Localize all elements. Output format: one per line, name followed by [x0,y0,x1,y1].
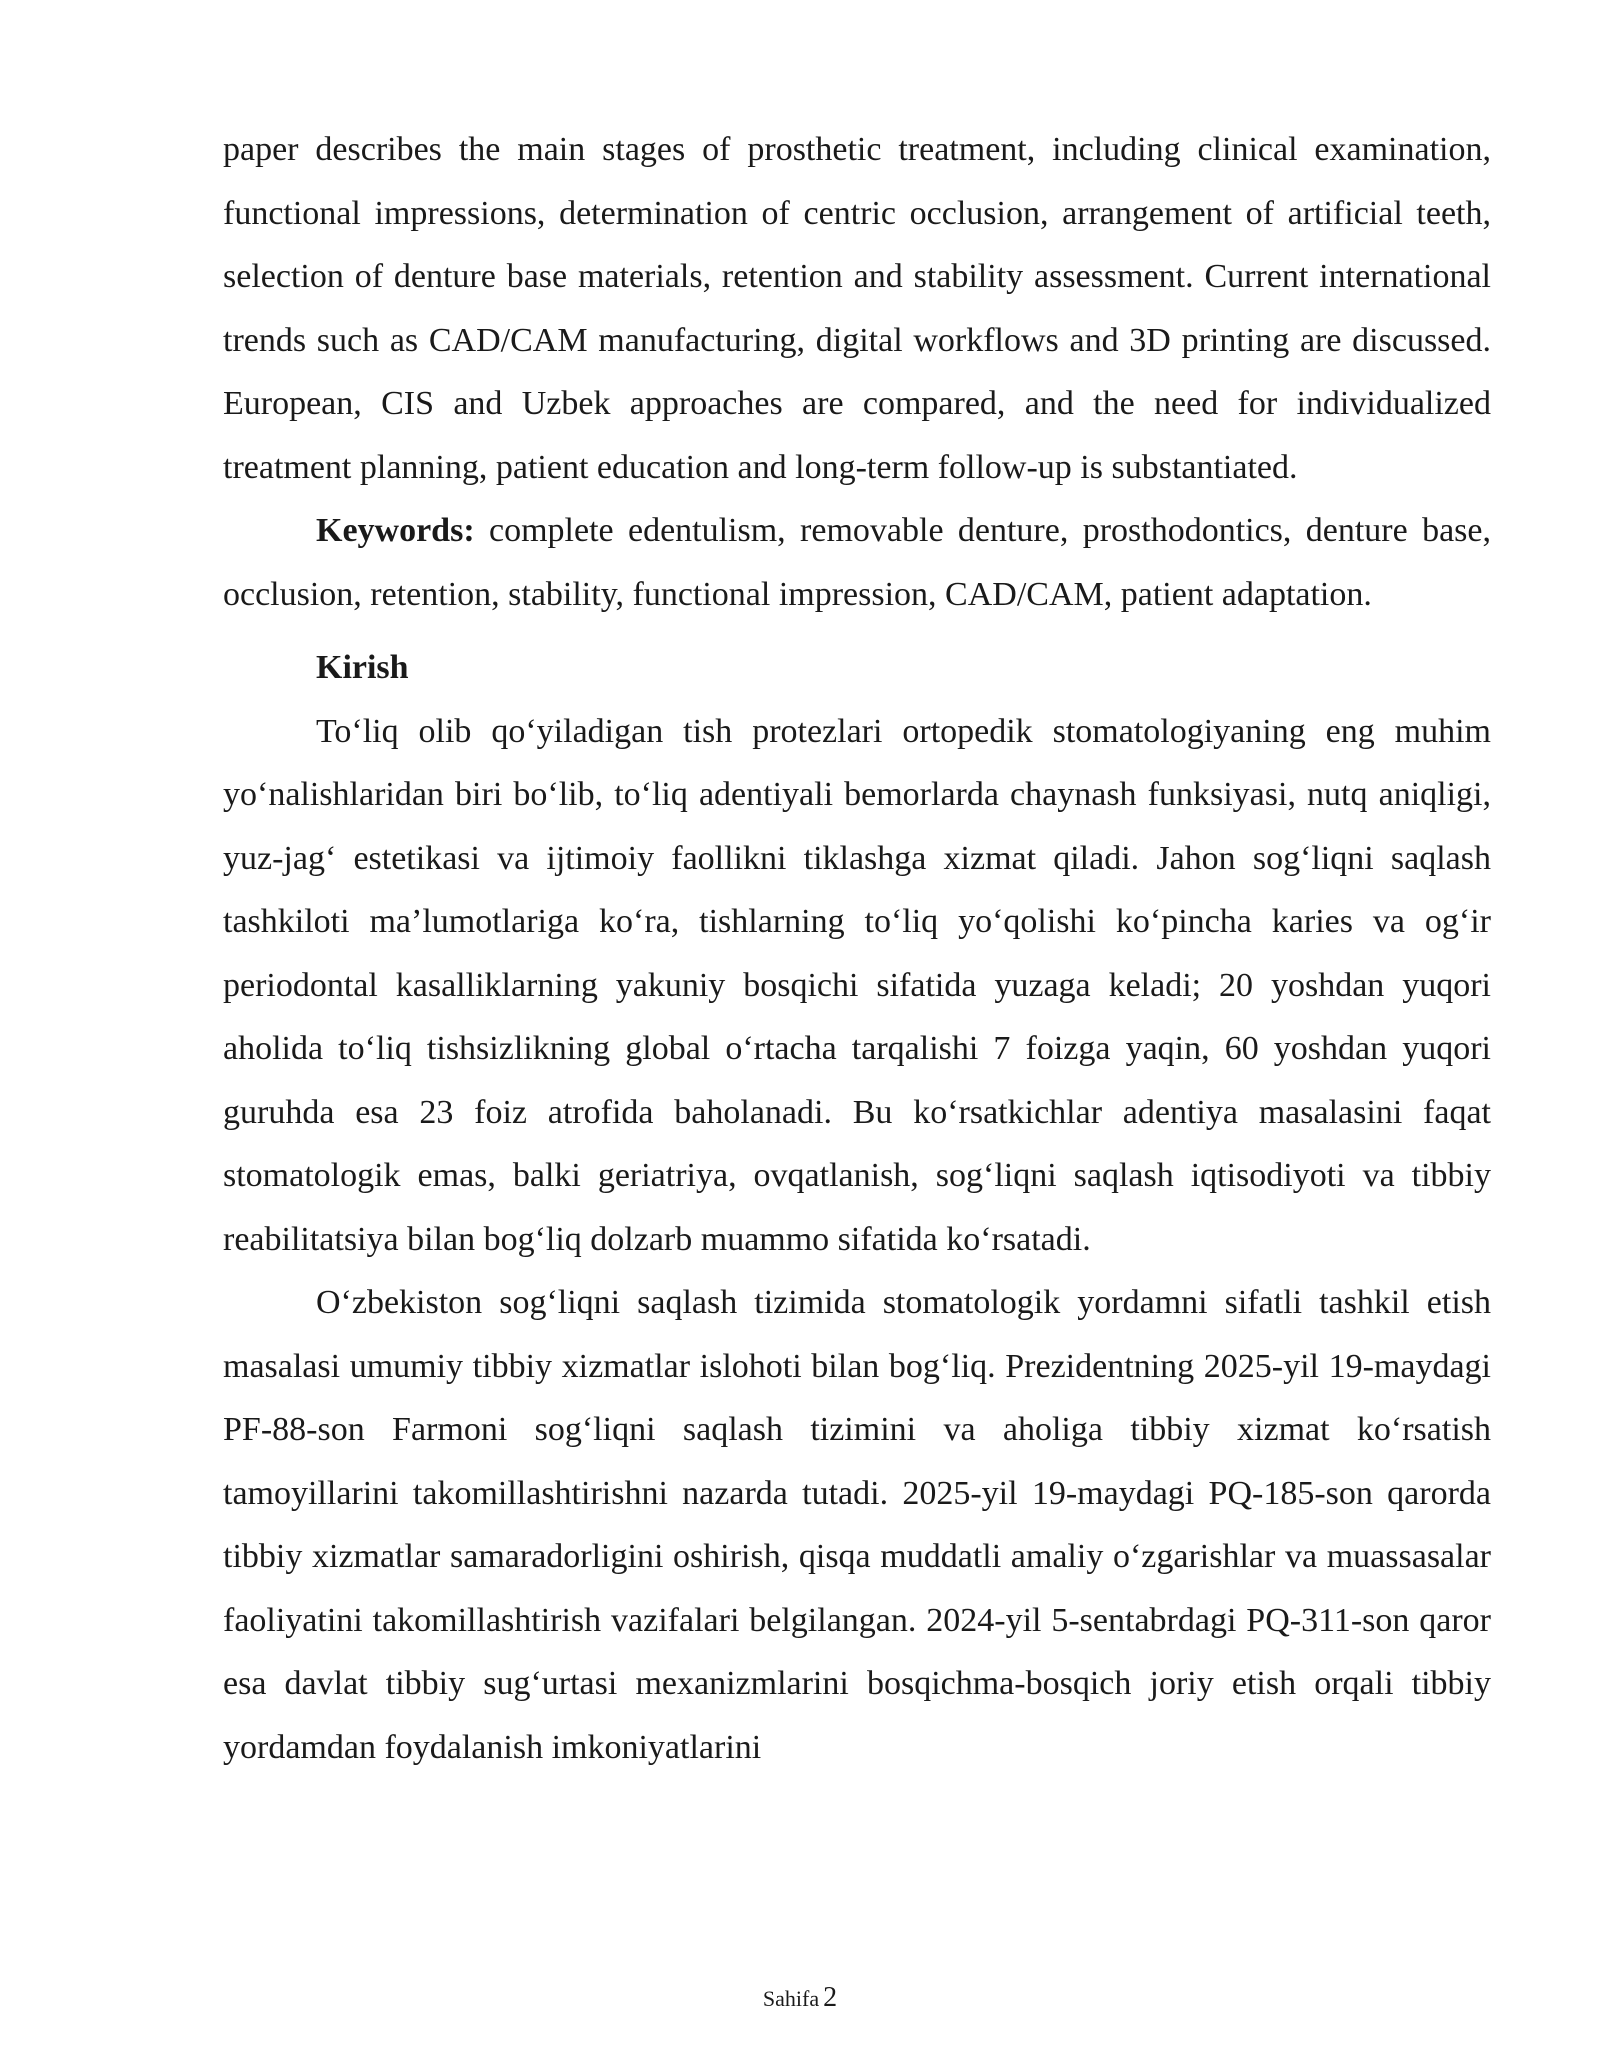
abstract-paragraph: paper describes the main stages of prosthetic treatment, including clinical examination, functional impressions, determination of centric occlusion, arrangement of artificial teeth, selection of denture base materials, retention and stability assessment. Current international trends such as CAD/CAM manufacturing, digital workflows and 3D printing are discussed. European, CIS and Uzbek approaches are compared, and the need for individualized treatment planning, patient education and long-term follow-up is substantiated. [223,131,1491,486]
section-heading: Kirish [316,649,409,686]
footer-label: Sahifa [762,1986,820,2011]
body-paragraph-1: To‘liq olib qo‘yiladigan tish protezlari ortopedik stomatologiyaning eng muhim yo‘nalishlaridan biri bo‘lib, to‘liq adentiyali bemorlarda chaynash funksiyasi, nutq aniqligi, yuz-jag‘ estetikasi va ijtimoiy faollikni tiklashga xizmat qiladi. Jahon sog‘liqni saqlash tashkiloti ma’lumotlariga ko‘ra, tishlarning to‘liq yo‘qolishi ko‘pincha karies va og‘ir periodontal kasalliklarning yakuniy bosqichi sifatida yuzaga keladi; 20 yoshdan yuqori aholida to‘liq tishsizlikning global o‘rtacha tarqalishi 7 foizga yaqin, 60 yoshdan yuqori guruhda esa 23 foiz atrofida baholanadi. Bu ko‘rsatkichlar adentiya masalasini faqat stomatologik emas, balki geriatriya, ovqatlanish, sog‘liqni saqlash iqtisodiyoti va tibbiy reabilitatsiya bilan bog‘liq dolzarb muammo sifatida ko‘rsatadi. [223,712,1491,1258]
keywords-text: complete edentulism, removable denture, prosthodontics, denture base, occlusion, retention, stability, functional impression, CAD/CAM, patient adaptation. [223,512,1491,613]
page-body [223,118,1491,1779]
keywords-label: Keywords: [316,512,475,549]
page-footer [0,1982,1600,2014]
body-paragraph-2: O‘zbekiston sog‘liqni saqlash tizimida stomatologik yordamni sifatli tashkil etish masalasi umumiy tibbiy xizmatlar islohoti bilan bog‘liq. Prezidentning 2025-yil 19-maydagi PF-88-son Farmoni sog‘liqni saqlash tizimini va aholiga tibbiy xizmat ko‘rsatish tamoyillarini takomillashtirishni nazarda tutadi. 2025-yil 19-maydagi PQ-185-son qarorda tibbiy xizmatlar samaradorligini oshirish, qisqa muddatli amaliy o‘zgarishlar va muassasalar faoliyatini takomillashtirish vazifalari belgilangan. 2024-yil 5-sentabrdagi PQ-311-son qaror esa davlat tibbiy sug‘urtasi mexanizmlarini bosqichma-bosqich joriy etish orqali tibbiy yordamdan foydalanish imkoniyatlarini [223,1284,1491,1766]
keywords-paragraph [223,499,1491,626]
page-number: 2 [823,1982,838,2013]
